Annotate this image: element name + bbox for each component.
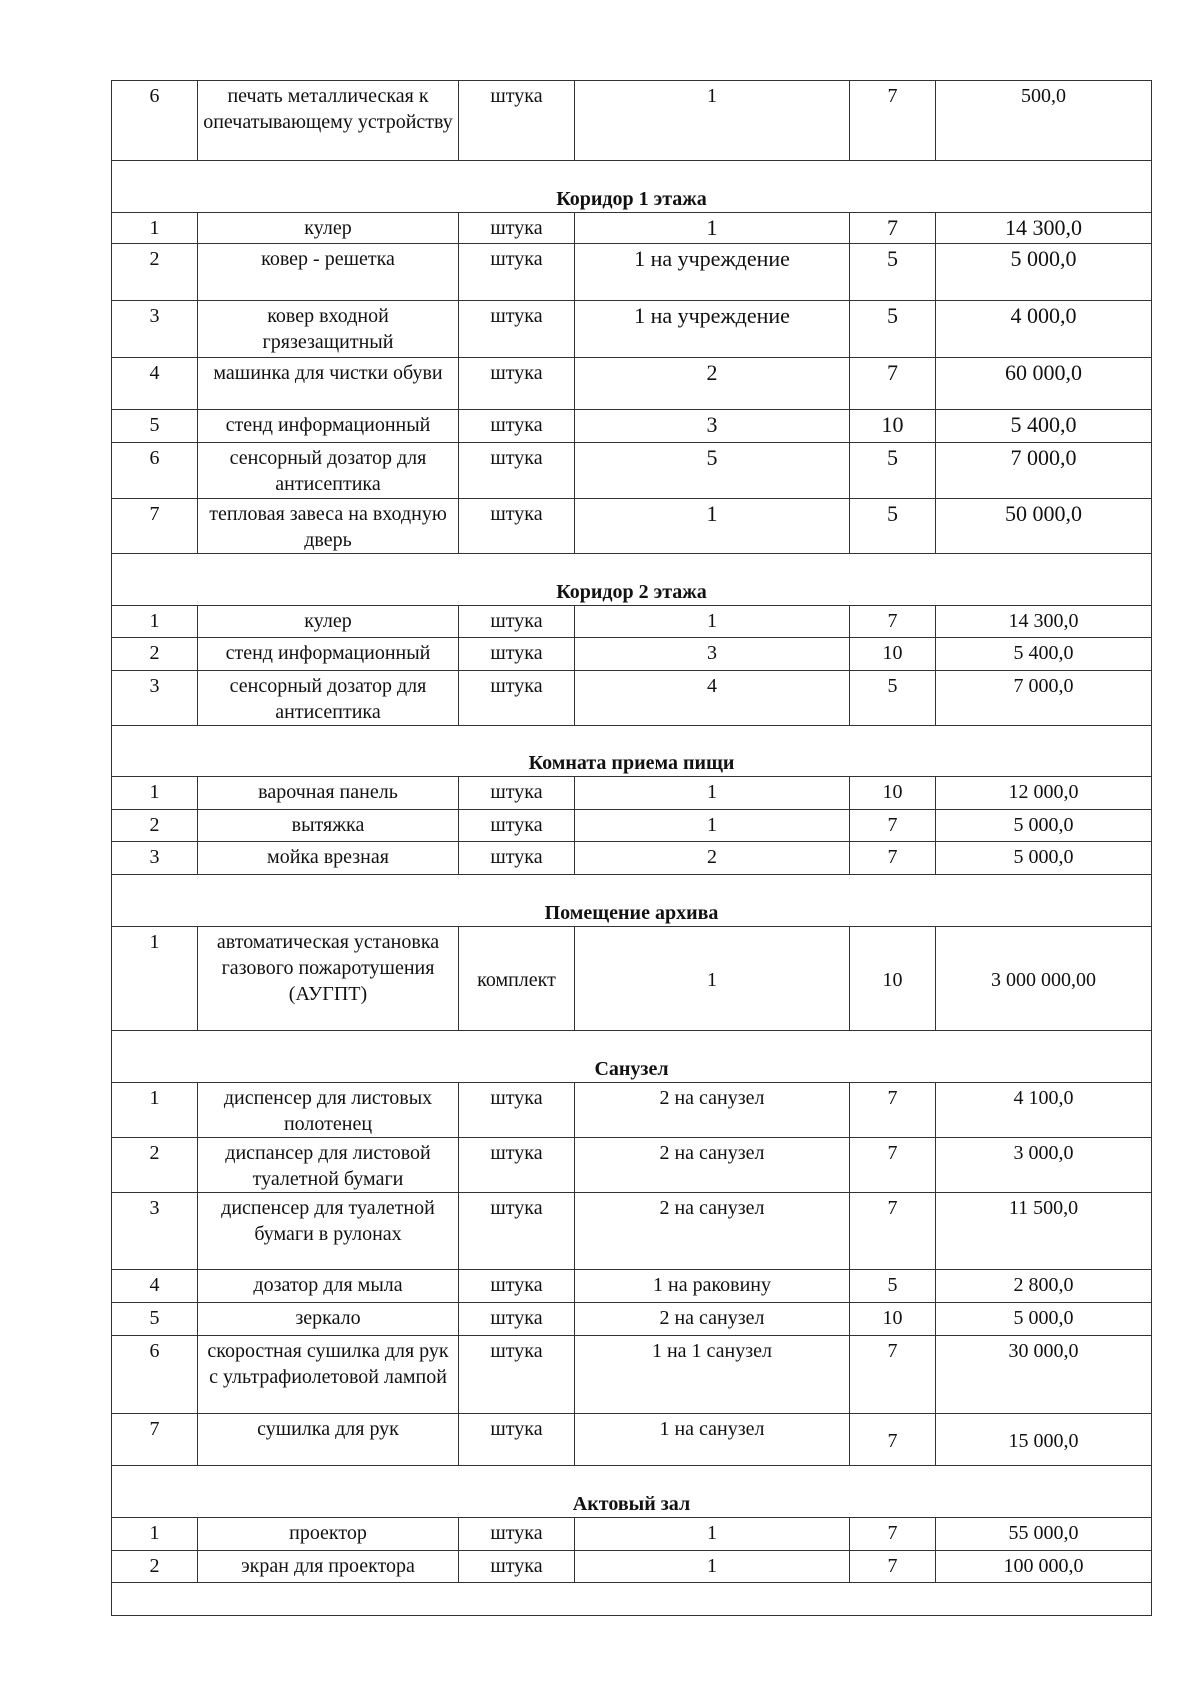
item-quantity: 1 bbox=[575, 499, 850, 554]
row-number: 3 bbox=[112, 301, 198, 358]
section-title: Актовый зал bbox=[112, 1466, 1152, 1518]
item-unit: штука bbox=[459, 638, 575, 671]
item-name: мойка врезная bbox=[198, 842, 459, 875]
item-quantity: 1 bbox=[575, 81, 850, 161]
item-unit: штука bbox=[459, 244, 575, 301]
item-service-years: 5 bbox=[850, 301, 936, 358]
item-price: 60 000,0 bbox=[936, 358, 1152, 410]
item-service-years: 10 bbox=[850, 927, 936, 1031]
table-row bbox=[112, 301, 1152, 358]
row-number: 1 bbox=[112, 1083, 198, 1138]
table-row bbox=[112, 1551, 1152, 1583]
table-row bbox=[112, 81, 1152, 161]
item-name: диспансер для листовой туалетной бумаги bbox=[198, 1138, 459, 1193]
item-unit: штука bbox=[459, 1083, 575, 1138]
item-quantity: 2 на санузел bbox=[575, 1083, 850, 1138]
item-quantity: 1 на 1 санузел bbox=[575, 1336, 850, 1414]
item-unit: штука bbox=[459, 1336, 575, 1414]
item-unit: штука bbox=[459, 499, 575, 554]
row-number: 7 bbox=[112, 1414, 198, 1466]
row-number: 1 bbox=[112, 606, 198, 638]
item-price: 55 000,0 bbox=[936, 1518, 1152, 1551]
item-quantity: 2 bbox=[575, 842, 850, 875]
item-unit: штука bbox=[459, 213, 575, 244]
row-number: 1 bbox=[112, 1518, 198, 1551]
section-header bbox=[112, 1466, 1152, 1518]
empty-cell bbox=[112, 1583, 1152, 1616]
item-name: ковер входной грязезащитный bbox=[198, 301, 459, 358]
item-price: 5 000,0 bbox=[936, 810, 1152, 842]
table-row bbox=[112, 842, 1152, 875]
item-price: 5 000,0 bbox=[936, 842, 1152, 875]
item-unit: штука bbox=[459, 358, 575, 410]
item-price: 50 000,0 bbox=[936, 499, 1152, 554]
section-header bbox=[112, 1031, 1152, 1083]
section-title: Коридор 1 этажа bbox=[112, 161, 1152, 213]
section-title: Комната приема пищи bbox=[112, 726, 1152, 777]
item-price: 15 000,0 bbox=[936, 1414, 1152, 1466]
item-price: 11 500,0 bbox=[936, 1193, 1152, 1270]
item-quantity: 1 bbox=[575, 606, 850, 638]
table-row bbox=[112, 499, 1152, 554]
table-row bbox=[112, 777, 1152, 810]
item-service-years: 7 bbox=[850, 1083, 936, 1138]
section-title: Санузел bbox=[112, 1031, 1152, 1083]
section-title: Коридор 2 этажа bbox=[112, 554, 1152, 606]
table-row bbox=[112, 1193, 1152, 1270]
row-number: 5 bbox=[112, 410, 198, 443]
item-name: тепловая завеса на входную дверь bbox=[198, 499, 459, 554]
item-name: стенд информационный bbox=[198, 638, 459, 671]
item-service-years: 5 bbox=[850, 671, 936, 726]
section-title: Помещение архива bbox=[112, 875, 1152, 927]
item-name: вытяжка bbox=[198, 810, 459, 842]
table-row bbox=[112, 1270, 1152, 1303]
item-quantity: 1 bbox=[575, 927, 850, 1031]
item-quantity: 1 bbox=[575, 1518, 850, 1551]
item-price: 14 300,0 bbox=[936, 213, 1152, 244]
table-row bbox=[112, 671, 1152, 726]
item-unit: штука bbox=[459, 671, 575, 726]
item-name: кулер bbox=[198, 606, 459, 638]
item-price: 2 800,0 bbox=[936, 1270, 1152, 1303]
item-service-years: 7 bbox=[850, 842, 936, 875]
row-number: 2 bbox=[112, 1138, 198, 1193]
item-unit: комплект bbox=[459, 927, 575, 1031]
section-header bbox=[112, 161, 1152, 213]
item-unit: штука bbox=[459, 443, 575, 499]
item-price: 4 000,0 bbox=[936, 301, 1152, 358]
item-service-years: 10 bbox=[850, 410, 936, 443]
row-number: 4 bbox=[112, 1270, 198, 1303]
row-number: 1 bbox=[112, 777, 198, 810]
table-row bbox=[112, 213, 1152, 244]
table-row bbox=[112, 1518, 1152, 1551]
item-price: 3 000,0 bbox=[936, 1138, 1152, 1193]
item-name: экран для проектора bbox=[198, 1551, 459, 1583]
item-price: 4 100,0 bbox=[936, 1083, 1152, 1138]
table-row bbox=[112, 606, 1152, 638]
table-row bbox=[112, 358, 1152, 410]
item-quantity: 1 bbox=[575, 1551, 850, 1583]
row-number: 5 bbox=[112, 1303, 198, 1336]
row-number: 4 bbox=[112, 358, 198, 410]
row-number: 2 bbox=[112, 638, 198, 671]
table-row bbox=[112, 927, 1152, 1031]
item-unit: штука bbox=[459, 842, 575, 875]
item-name: автоматическая установка газового пожаротушения (АУГПТ) bbox=[198, 927, 459, 1031]
item-service-years: 7 bbox=[850, 1414, 936, 1466]
item-quantity: 1 bbox=[575, 777, 850, 810]
item-quantity: 3 bbox=[575, 638, 850, 671]
item-price: 7 000,0 bbox=[936, 671, 1152, 726]
item-quantity: 2 на санузел bbox=[575, 1193, 850, 1270]
item-service-years: 10 bbox=[850, 1303, 936, 1336]
table-row bbox=[112, 410, 1152, 443]
item-service-years: 7 bbox=[850, 1193, 936, 1270]
item-name: стенд информационный bbox=[198, 410, 459, 443]
section-header bbox=[112, 554, 1152, 606]
item-price: 500,0 bbox=[936, 81, 1152, 161]
item-price: 100 000,0 bbox=[936, 1551, 1152, 1583]
item-quantity: 2 на санузел bbox=[575, 1138, 850, 1193]
item-name: сенсорный дозатор для антисептика bbox=[198, 443, 459, 499]
item-service-years: 7 bbox=[850, 1138, 936, 1193]
item-quantity: 1 на учреждение bbox=[575, 301, 850, 358]
table-row bbox=[112, 1336, 1152, 1414]
table-row bbox=[112, 443, 1152, 499]
item-service-years: 7 bbox=[850, 810, 936, 842]
item-quantity: 4 bbox=[575, 671, 850, 726]
item-price: 5 000,0 bbox=[936, 1303, 1152, 1336]
section-header bbox=[112, 875, 1152, 927]
item-name: варочная панель bbox=[198, 777, 459, 810]
item-name: диспенсер для листовых полотенец bbox=[198, 1083, 459, 1138]
row-number: 3 bbox=[112, 842, 198, 875]
item-unit: штука bbox=[459, 410, 575, 443]
section-header bbox=[112, 726, 1152, 777]
item-unit: штука bbox=[459, 1551, 575, 1583]
row-number: 1 bbox=[112, 927, 198, 1031]
item-service-years: 7 bbox=[850, 358, 936, 410]
row-number: 6 bbox=[112, 81, 198, 161]
item-quantity: 1 bbox=[575, 810, 850, 842]
item-service-years: 7 bbox=[850, 81, 936, 161]
table-row bbox=[112, 1414, 1152, 1466]
item-name: диспенсер для туалетной бумаги в рулонах bbox=[198, 1193, 459, 1270]
item-price: 12 000,0 bbox=[936, 777, 1152, 810]
item-unit: штука bbox=[459, 1518, 575, 1551]
item-price: 5 400,0 bbox=[936, 410, 1152, 443]
row-number: 3 bbox=[112, 1193, 198, 1270]
item-unit: штука bbox=[459, 301, 575, 358]
row-number: 2 bbox=[112, 810, 198, 842]
item-service-years: 5 bbox=[850, 244, 936, 301]
row-number: 7 bbox=[112, 499, 198, 554]
item-service-years: 5 bbox=[850, 499, 936, 554]
table-row bbox=[112, 1138, 1152, 1193]
row-number: 1 bbox=[112, 213, 198, 244]
item-quantity: 3 bbox=[575, 410, 850, 443]
item-name: зеркало bbox=[198, 1303, 459, 1336]
item-quantity: 5 bbox=[575, 443, 850, 499]
table-row bbox=[112, 810, 1152, 842]
item-name: кулер bbox=[198, 213, 459, 244]
item-quantity: 1 bbox=[575, 213, 850, 244]
table-row bbox=[112, 244, 1152, 301]
item-name: скоростная сушилка для рук с ультрафиолетовой лампой bbox=[198, 1336, 459, 1414]
item-name: сенсорный дозатор для антисептика bbox=[198, 671, 459, 726]
item-service-years: 7 bbox=[850, 1336, 936, 1414]
item-service-years: 10 bbox=[850, 777, 936, 810]
item-price: 5 400,0 bbox=[936, 638, 1152, 671]
empty-row bbox=[112, 1583, 1152, 1616]
item-unit: штука bbox=[459, 1303, 575, 1336]
item-service-years: 5 bbox=[850, 1270, 936, 1303]
row-number: 3 bbox=[112, 671, 198, 726]
item-quantity: 2 bbox=[575, 358, 850, 410]
item-quantity: 1 на раковину bbox=[575, 1270, 850, 1303]
item-price: 30 000,0 bbox=[936, 1336, 1152, 1414]
item-unit: штука bbox=[459, 1414, 575, 1466]
item-service-years: 10 bbox=[850, 638, 936, 671]
equipment-table bbox=[111, 80, 1152, 1616]
item-service-years: 5 bbox=[850, 443, 936, 499]
row-number: 6 bbox=[112, 1336, 198, 1414]
item-price: 7 000,0 bbox=[936, 443, 1152, 499]
item-unit: штука bbox=[459, 606, 575, 638]
table-row bbox=[112, 638, 1152, 671]
item-unit: штука bbox=[459, 1270, 575, 1303]
row-number: 6 bbox=[112, 443, 198, 499]
row-number: 2 bbox=[112, 244, 198, 301]
item-name: дозатор для мыла bbox=[198, 1270, 459, 1303]
item-price: 5 000,0 bbox=[936, 244, 1152, 301]
item-quantity: 1 на учреждение bbox=[575, 244, 850, 301]
item-service-years: 7 bbox=[850, 1551, 936, 1583]
item-unit: штука bbox=[459, 1138, 575, 1193]
item-service-years: 7 bbox=[850, 1518, 936, 1551]
table-row bbox=[112, 1303, 1152, 1336]
item-name: проектор bbox=[198, 1518, 459, 1551]
item-unit: штука bbox=[459, 777, 575, 810]
item-quantity: 2 на санузел bbox=[575, 1303, 850, 1336]
item-price: 14 300,0 bbox=[936, 606, 1152, 638]
item-unit: штука bbox=[459, 810, 575, 842]
table-row bbox=[112, 1083, 1152, 1138]
row-number: 2 bbox=[112, 1551, 198, 1583]
item-quantity: 1 на санузел bbox=[575, 1414, 850, 1466]
item-service-years: 7 bbox=[850, 213, 936, 244]
item-name: печать металлическая к опечатывающему устройству bbox=[198, 81, 459, 161]
item-name: машинка для чистки обуви bbox=[198, 358, 459, 410]
item-service-years: 7 bbox=[850, 606, 936, 638]
item-price: 3 000 000,00 bbox=[936, 927, 1152, 1031]
item-unit: штука bbox=[459, 81, 575, 161]
item-name: ковер - решетка bbox=[198, 244, 459, 301]
item-unit: штука bbox=[459, 1193, 575, 1270]
item-name: сушилка для рук bbox=[198, 1414, 459, 1466]
